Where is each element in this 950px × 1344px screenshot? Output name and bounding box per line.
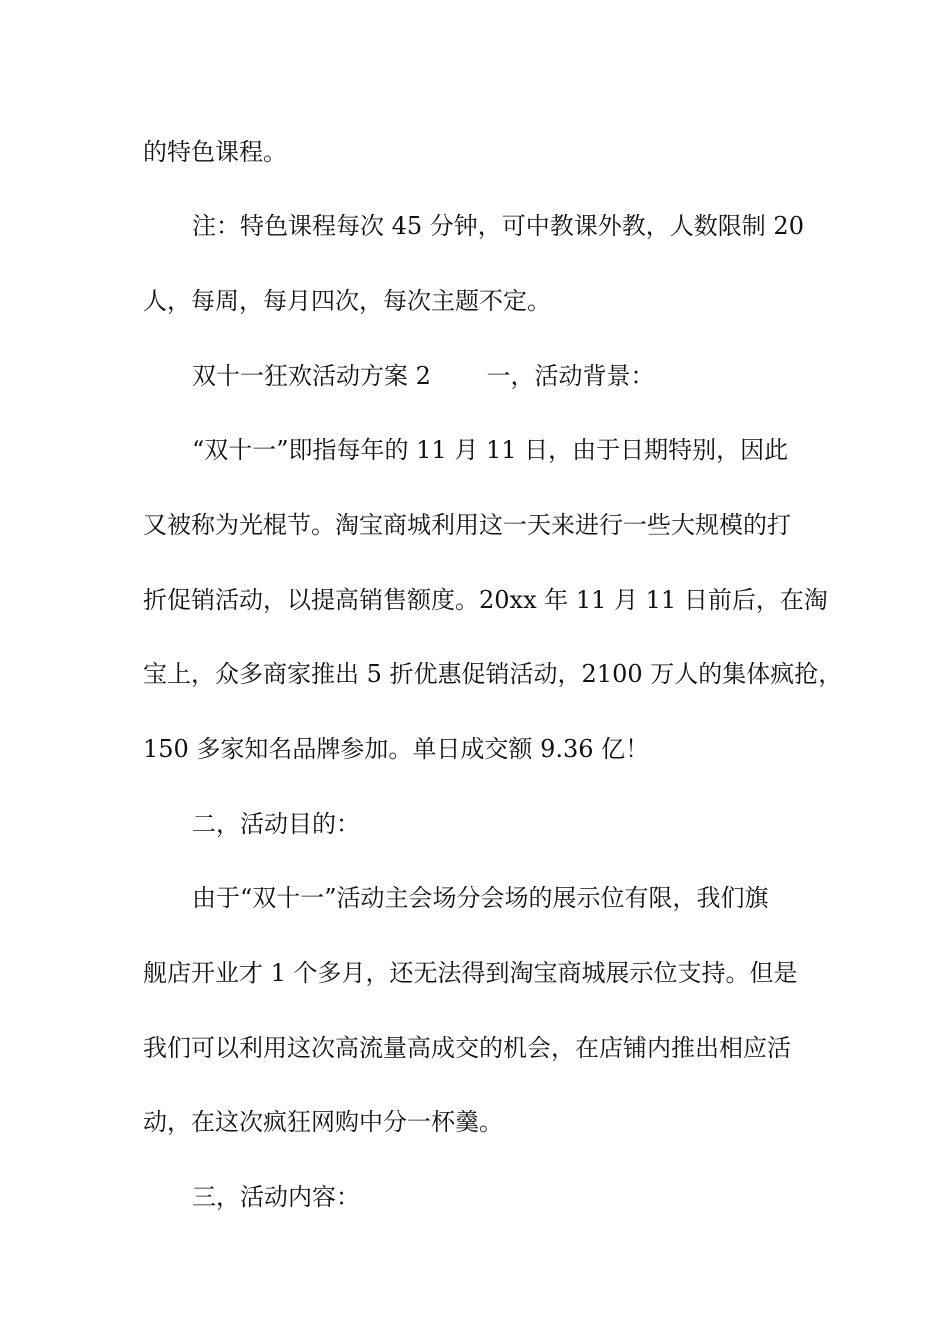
text-line-11: 由于“双十一”活动主会场分会场的展示位有限，我们旗 xyxy=(192,884,769,912)
text-line-12: 舰店开业才 1 个多月，还无法得到淘宝商城展示位支持。但是 xyxy=(143,959,798,987)
section-heading-2: 二，活动目的： xyxy=(192,810,360,838)
text-line-13: 我们可以利用这次高流量高成交的机会，在店铺内推出相应活 xyxy=(143,1034,791,1062)
section-heading-1: 双十一狂欢活动方案 2 一，活动背景： xyxy=(192,362,655,390)
section-heading-3: 三，活动内容： xyxy=(192,1183,360,1211)
text-line-9: 150 多家知名品牌参加。单日成交额 9.36 亿！ xyxy=(143,735,650,763)
text-line-3: 人，每周，每月四次，每次主题不定。 xyxy=(143,287,551,315)
text-line-7: 折促销活动，以提高销售额度。20xx 年 11 月 11 日前后，在淘 xyxy=(143,586,828,614)
text-line-5: “双十一”即指每年的 11 月 11 日，由于日期特别，因此 xyxy=(192,436,789,464)
text-line-8: 宝上，众多商家推出 5 折优惠促销活动，2100 万人的集体疯抢， xyxy=(143,660,843,688)
text-line-2: 注：特色课程每次 45 分钟，可中教课外教，人数限制 20 xyxy=(192,212,804,240)
text-line-1: 的特色课程。 xyxy=(143,138,287,166)
text-line-6: 又被称为光棍节。淘宝商城利用这一天来进行一些大规模的打 xyxy=(143,511,791,539)
text-line-14: 动，在这次疯狂网购中分一杯羹。 xyxy=(143,1108,503,1136)
